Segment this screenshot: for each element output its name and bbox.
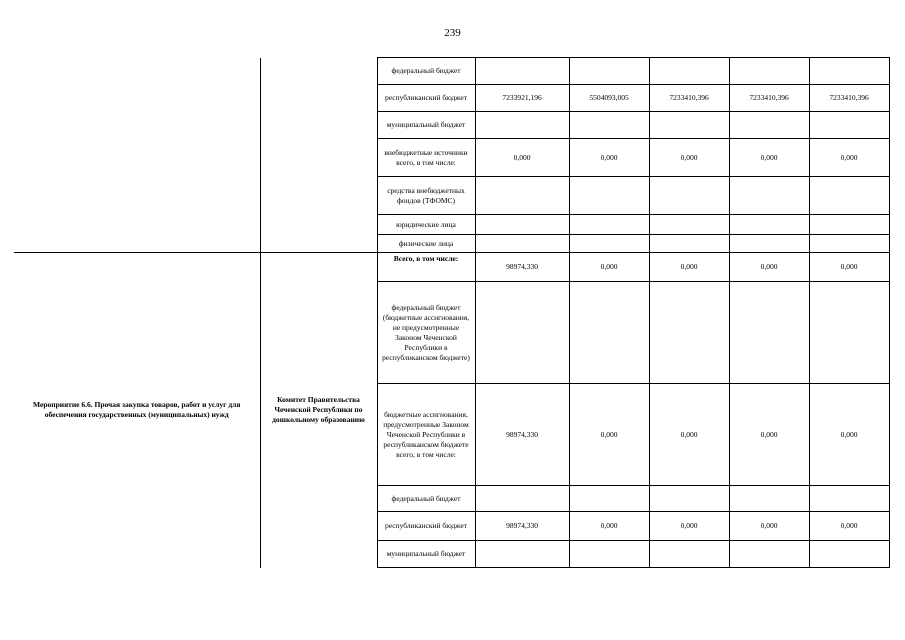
value-cell: 7233921,196 xyxy=(475,85,569,112)
value-cell: 0,000 xyxy=(809,139,889,177)
value-cell xyxy=(475,235,569,253)
value-cell xyxy=(569,541,649,568)
value-cell: 0,000 xyxy=(809,512,889,541)
value-cell xyxy=(475,541,569,568)
funding-source: физические лица xyxy=(377,235,475,253)
funding-source: федеральный бюджет xyxy=(377,58,475,85)
value-cell xyxy=(649,486,729,512)
value-cell xyxy=(729,282,809,384)
value-cell: 0,000 xyxy=(649,384,729,486)
table-row xyxy=(14,253,889,282)
funding-source: федеральный бюджет (бюджетные ассигнования, не предусмотренные Законом Чеченской Республики в республиканском бюджете) xyxy=(377,282,475,384)
value-cell: 0,000 xyxy=(475,139,569,177)
funding-source: федеральный бюджет xyxy=(377,486,475,512)
funding-source: юридические лица xyxy=(377,215,475,235)
value-cell xyxy=(649,215,729,235)
value-cell: 7233410,396 xyxy=(809,85,889,112)
value-cell xyxy=(569,58,649,85)
table-row xyxy=(14,58,889,85)
value-cell xyxy=(649,235,729,253)
value-cell xyxy=(809,486,889,512)
value-cell: 0,000 xyxy=(569,384,649,486)
value-cell: 0,000 xyxy=(649,139,729,177)
value-cell xyxy=(569,235,649,253)
value-cell: 0,000 xyxy=(569,139,649,177)
value-cell xyxy=(649,112,729,139)
value-cell xyxy=(729,58,809,85)
value-cell xyxy=(649,541,729,568)
funding-source: средства внебюджетных фондов (ТФОМС) xyxy=(377,177,475,215)
executor-cell-continued xyxy=(260,58,377,253)
value-cell xyxy=(569,486,649,512)
value-cell xyxy=(809,282,889,384)
value-cell xyxy=(649,282,729,384)
value-cell xyxy=(809,58,889,85)
value-cell: 0,000 xyxy=(729,253,809,282)
value-cell xyxy=(569,282,649,384)
budget-table xyxy=(14,57,890,568)
value-cell: 7233410,396 xyxy=(649,85,729,112)
value-cell xyxy=(809,177,889,215)
value-cell: 5504093,005 xyxy=(569,85,649,112)
value-cell: 98974,330 xyxy=(475,253,569,282)
value-cell xyxy=(475,282,569,384)
value-cell: 98974,330 xyxy=(475,512,569,541)
value-cell xyxy=(475,486,569,512)
value-cell: 0,000 xyxy=(649,512,729,541)
value-cell xyxy=(475,177,569,215)
funding-source: республиканский бюджет xyxy=(377,512,475,541)
funding-source: муниципальный бюджет xyxy=(377,112,475,139)
value-cell xyxy=(809,235,889,253)
value-cell xyxy=(809,112,889,139)
funding-source: Всего, в том числе: xyxy=(377,253,475,282)
value-cell xyxy=(475,112,569,139)
value-cell xyxy=(649,177,729,215)
value-cell: 0,000 xyxy=(729,384,809,486)
value-cell: 0,000 xyxy=(569,512,649,541)
value-cell: 0,000 xyxy=(729,512,809,541)
value-cell: 0,000 xyxy=(809,384,889,486)
value-cell xyxy=(809,541,889,568)
funding-source: республиканский бюджет xyxy=(377,85,475,112)
value-cell: 7233410,396 xyxy=(729,85,809,112)
value-cell: 0,000 xyxy=(649,253,729,282)
value-cell xyxy=(729,177,809,215)
activity-name: Мероприятие 6.6. Прочая закупка товаров, работ и услуг для обеспечения государственных (муниципальных) нужд xyxy=(14,253,260,568)
activity-cell-continued xyxy=(14,58,260,253)
value-cell xyxy=(569,112,649,139)
value-cell xyxy=(475,215,569,235)
value-cell xyxy=(729,215,809,235)
value-cell xyxy=(809,215,889,235)
value-cell xyxy=(649,58,729,85)
value-cell xyxy=(729,486,809,512)
funding-source: бюджетные ассигнования, предусмотренные Законом Чеченской Республики в республиканском бюджете всего, в том числе: xyxy=(377,384,475,486)
funding-source: муниципальный бюджет xyxy=(377,541,475,568)
value-cell xyxy=(729,235,809,253)
value-cell xyxy=(569,177,649,215)
activity-executor: Комитет Правительства Чеченской Республики по дошкольному образованию xyxy=(260,253,377,568)
value-cell: 98974,330 xyxy=(475,384,569,486)
value-cell: 0,000 xyxy=(809,253,889,282)
page-number: 239 xyxy=(444,27,461,39)
value-cell: 0,000 xyxy=(569,253,649,282)
value-cell xyxy=(729,541,809,568)
value-cell xyxy=(569,215,649,235)
value-cell: 0,000 xyxy=(729,139,809,177)
value-cell xyxy=(729,112,809,139)
value-cell xyxy=(475,58,569,85)
funding-source: внебюджетные источники всего, в том числе: xyxy=(377,139,475,177)
